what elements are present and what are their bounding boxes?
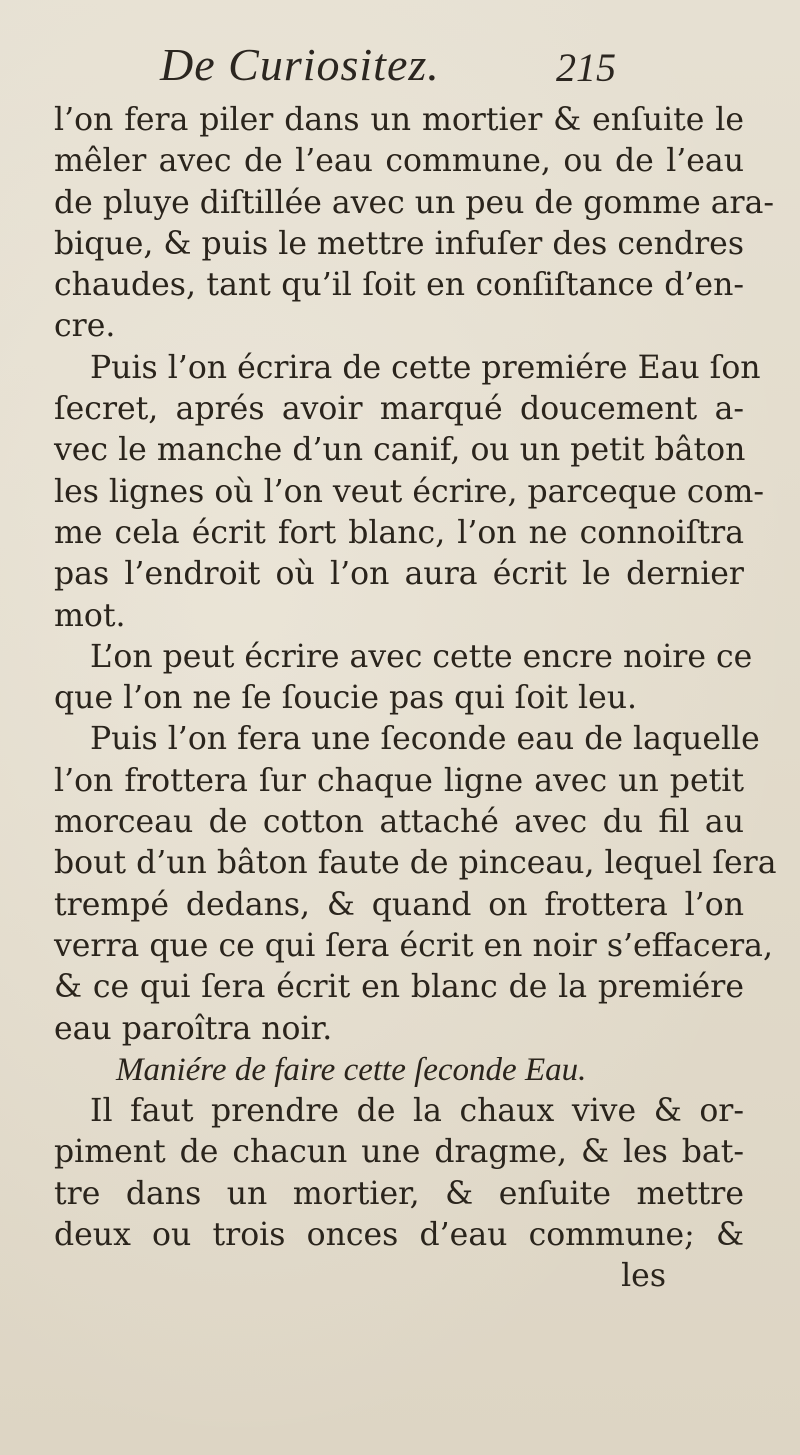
text-line: verra que ce qui ſera écrit en noir s’effacera, [54, 927, 773, 964]
text-line: me cela écrit fort blanc, l’on ne connoiſtra [54, 514, 744, 551]
text-line: les lignes où l’on veut écrire, parceque com- [54, 473, 764, 510]
paragraph-2 [54, 348, 764, 637]
text-line: & ce qui ſera écrit en blanc de la premiére [54, 969, 744, 1006]
text-line: de pluye diſtillée avec un peu de gomme ara- [54, 184, 775, 221]
text-line: chaudes, tant qu’il ſoit en conſiſtance d’en- [54, 267, 744, 304]
text-line: bout d’un bâton faute de pinceau, lequel ſera [54, 845, 777, 882]
text-line: cre. [54, 308, 116, 345]
running-title: De Curiositez. [160, 39, 440, 90]
text-line: eau paroîtra noir. [54, 1010, 333, 1047]
text-line: Puis l’on écrira de cette premiére Eau ſon [90, 349, 761, 386]
text-line: morceau de cotton attaché avec du fil au [54, 804, 744, 841]
text-line: Il faut prendre de la chaux vive & or- [90, 1093, 744, 1130]
text-line: l’on fera piler dans un mortier & enſuite le [54, 102, 744, 138]
section-subheading: Maniére de faire cette ſeconde Eau. [116, 1051, 587, 1088]
body-text [54, 100, 777, 1298]
paragraph-5 [54, 1091, 744, 1256]
text-line: trempé dedans, & quand on frottera l’on [54, 886, 744, 923]
text-line: piment de chacun une dragme, & les bat- [54, 1134, 744, 1171]
page-number: 215 [556, 45, 616, 90]
paragraph-4 [54, 719, 777, 1049]
paragraph-3 [54, 637, 753, 720]
text-line: Puis l’on fera une ſeconde eau de laquelle [90, 721, 760, 758]
text-line: mêler avec de l’eau commune, ou de l’eau [54, 143, 744, 180]
catchword: les [621, 1258, 666, 1295]
text-line: tre dans un mortier, & enſuite mettre [54, 1175, 744, 1212]
text-line: deux ou trois onces d’eau commune; & [54, 1217, 744, 1254]
text-line: vec le manche d’un canif, ou un petit bâton [54, 432, 746, 469]
text-line: ſecret, aprés avoir marqué doucement a- [54, 391, 744, 428]
text-line: que l’on ne ſe ſoucie pas qui ſoit leu. [54, 680, 638, 717]
text-line: L’on peut écrire avec cette encre noire ce [90, 638, 753, 675]
text-line: bique, & puis le mettre infuſer des cendres [54, 225, 744, 262]
text-line: pas l’endroit où l’on aura écrit le dernier [54, 556, 744, 593]
paragraph-1 [54, 100, 775, 348]
page-header [0, 38, 800, 100]
text-line: mot. [54, 597, 126, 634]
text-line: l’on frottera ſur chaque ligne avec un petit [54, 762, 744, 799]
